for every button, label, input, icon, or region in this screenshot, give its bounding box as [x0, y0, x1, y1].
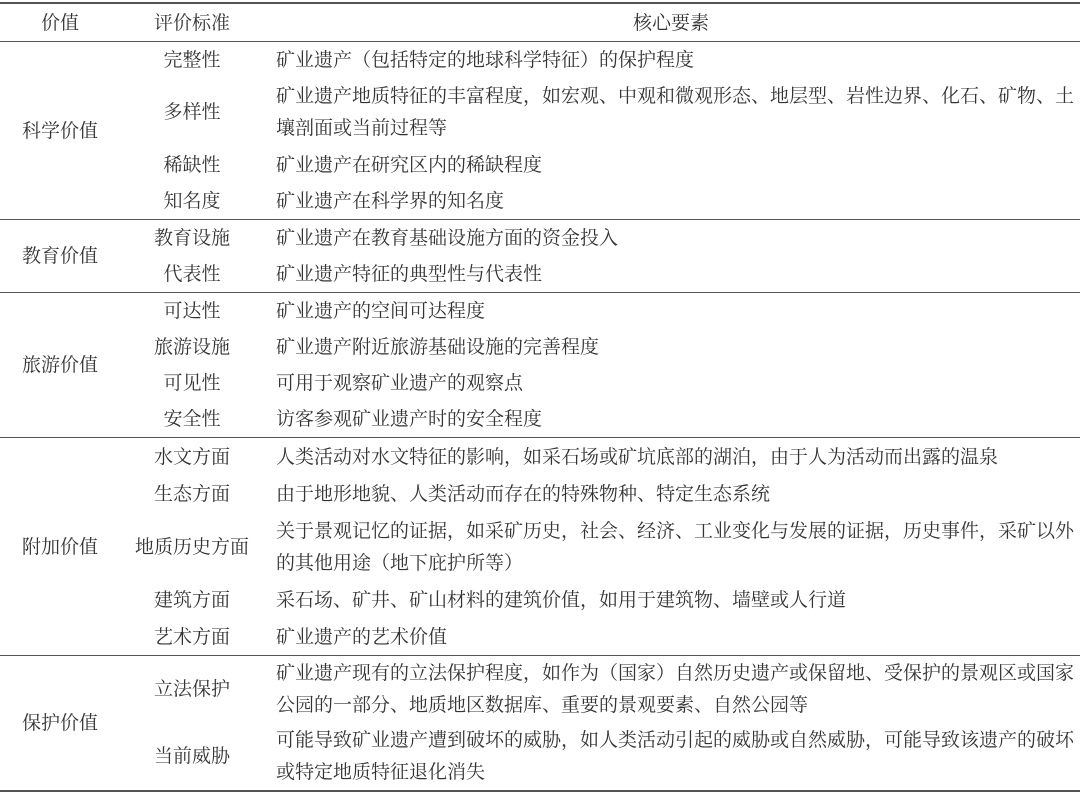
group-value: 保护价值 — [21, 712, 98, 734]
group-value: 旅游价值 — [21, 354, 98, 376]
criterion-cell: 当前威胁 — [153, 745, 230, 767]
criterion-cell: 可达性 — [163, 300, 221, 322]
header-value: 价值 — [40, 12, 79, 34]
element-cell: 矿业遗产的空间可达程度 — [276, 300, 486, 322]
criterion-cell: 稀缺性 — [163, 153, 221, 176]
group-value: 科学价值 — [21, 119, 98, 142]
element-cell: 矿业遗产在研究区内的稀缺程度 — [276, 153, 543, 176]
group-value: 教育价值 — [21, 245, 98, 267]
bottom-rule — [0, 790, 1080, 792]
element-cell: 矿业遗产特征的典型性与代表性 — [276, 263, 543, 285]
criterion-cell: 建筑方面 — [153, 589, 230, 611]
criterion-cell: 安全性 — [163, 408, 221, 430]
criterion-cell: 代表性 — [163, 263, 221, 285]
header-criterion: 评价标准 — [153, 12, 230, 34]
element-cell: 采石场、矿井、矿山材料的建筑价值，如用于建筑物、墙壁或人行道 — [276, 589, 847, 611]
element-cell: 由于地形地貌、人类活动而存在的特殊物种、特定生态系统 — [276, 483, 771, 505]
criterion-cell: 知名度 — [163, 190, 221, 212]
criterion-cell: 旅游设施 — [153, 336, 230, 358]
top-rule — [0, 2, 1080, 4]
element-cell: 矿业遗产现有的立法保护程度，如作为（国家）自然历史遗产或保留地、受保护的景观区或国家公园的一部分、地质地区数据库、重要的景观要素、自然公园等 — [276, 662, 1075, 716]
element-cell: 矿业遗产在教育基础设施方面的资金投入 — [276, 227, 619, 249]
element-cell: 可用于观察矿业遗产的观察点 — [276, 372, 524, 394]
element-cell: 访客参观矿业遗产时的安全程度 — [276, 408, 543, 430]
element-cell: 矿业遗产在科学界的知名度 — [276, 190, 505, 212]
criterion-cell: 艺术方面 — [153, 625, 230, 648]
element-cell: 可能导致矿业遗产遭到破坏的威胁，如人类活动引起的威胁或自然威胁，可能导致该遗产的破坏或特定地质特征退化消失 — [276, 729, 1075, 783]
element-cell: 人类活动对水文特征的影响，如采石场或矿坑底部的湖泊，由于人为活动而出露的温泉 — [276, 446, 999, 468]
criterion-cell: 立法保护 — [153, 678, 230, 700]
criterion-cell: 水文方面 — [153, 446, 230, 468]
criterion-cell: 多样性 — [163, 101, 221, 123]
criterion-cell: 地质历史方面 — [134, 536, 249, 558]
element-cell: 矿业遗产附近旅游基础设施的完善程度 — [276, 336, 600, 358]
group-value: 附加价值 — [21, 535, 98, 558]
criterion-cell: 生态方面 — [153, 483, 230, 505]
element-cell: 矿业遗产（包括特定的地球科学特征）的保护程度 — [276, 49, 695, 71]
criterion-cell: 可见性 — [163, 372, 221, 394]
element-cell: 矿业遗产地质特征的丰富程度，如宏观、中观和微观形态、地层型、岩性边界、化石、矿物、土壤剖面或当前过程等 — [276, 85, 1075, 139]
criterion-cell: 教育设施 — [153, 227, 230, 249]
header-element: 核心要素 — [632, 12, 709, 34]
element-cell: 矿业遗产的艺术价值 — [276, 625, 448, 648]
element-cell: 关于景观记忆的证据，如采矿历史，社会、经济、工业变化与发展的证据，历史事件，采矿以外的其他用途（地下庇护所等） — [276, 520, 1075, 574]
criterion-cell: 完整性 — [163, 49, 221, 71]
